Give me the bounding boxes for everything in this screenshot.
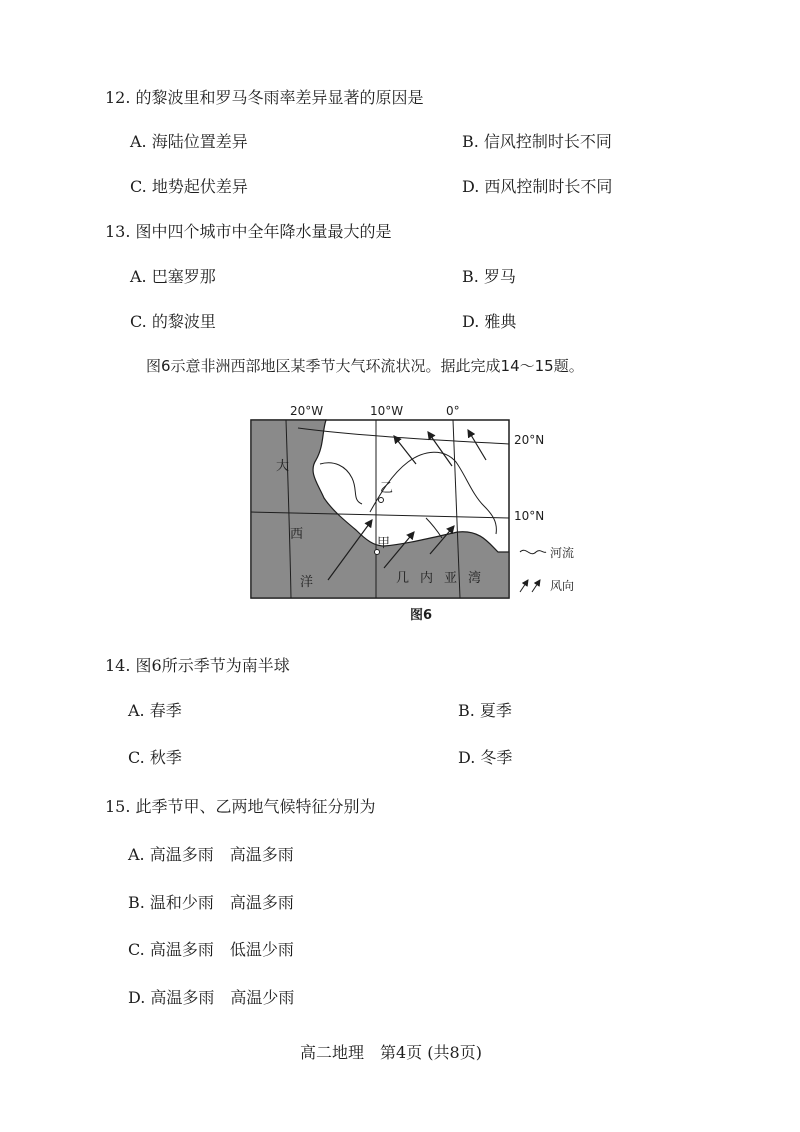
legend-river-label: 河流 [550, 546, 575, 560]
lat-label-20n: 20°N [514, 433, 545, 447]
page-footer: 高二地理 第4页 (共8页) [300, 1043, 482, 1062]
ocean-char-3: 洋 [300, 575, 314, 590]
q12-option-c: C. 地势起伏差异 [130, 177, 248, 196]
q15-stem: 15. 此季节甲、乙两地气候特征分别为 [105, 797, 376, 816]
place-yi-label: 乙 [380, 481, 394, 496]
legend-wind-icon-1 [520, 580, 528, 592]
gulf-char-1: 几 [396, 571, 410, 586]
q14-option-b: B. 夏季 [458, 701, 512, 720]
q12-stem: 12. 的黎波里和罗马冬雨率差异显著的原因是 [105, 88, 424, 107]
q12-option-d: D. 西风控制时长不同 [462, 177, 613, 196]
ocean-char-2: 西 [290, 527, 304, 542]
q14-option-a: A. 春季 [128, 701, 182, 720]
q15-option-b: B. 温和少雨 高温多雨 [128, 893, 294, 912]
q14-option-c: C. 秋季 [128, 748, 182, 767]
q13-option-a: A. 巴塞罗那 [130, 267, 216, 286]
legend-river-icon [520, 550, 546, 553]
place-jia-label: 甲 [377, 536, 391, 551]
west-africa-map [248, 402, 575, 602]
q13-stem: 13. 图中四个城市中全年降水量最大的是 [105, 222, 392, 241]
figure-caption: 图6 [410, 608, 433, 623]
place-yi-dot [379, 498, 384, 503]
q15-option-a: A. 高温多雨 高温多雨 [128, 845, 294, 864]
lon-label-10w: 10°W [370, 404, 404, 418]
q13-option-b: B. 罗马 [462, 267, 516, 286]
lon-label-0: 0° [446, 404, 460, 418]
lat-label-10n: 10°N [514, 509, 545, 523]
q15-option-d: D. 高温多雨 高温少雨 [128, 988, 295, 1007]
lon-label-20w: 20°W [290, 404, 324, 418]
q13-option-c: C. 的黎波里 [130, 312, 216, 331]
q15-option-c: C. 高温多雨 低温少雨 [128, 940, 294, 959]
q14-stem: 14. 图6所示季节为南半球 [105, 656, 290, 675]
gulf-char-4: 湾 [468, 571, 482, 586]
ocean-char-1: 大 [276, 459, 290, 474]
q13-option-d: D. 雅典 [462, 312, 517, 331]
q14-option-d: D. 冬季 [458, 748, 513, 767]
legend-wind-label: 风向 [550, 579, 575, 593]
legend-wind-icon-2 [532, 580, 540, 592]
figure-intro: 图6示意非洲西部地区某季节大气环流状况。据此完成14～15题。 [146, 357, 584, 375]
gulf-char-2: 内 [420, 571, 434, 586]
gulf-char-3: 亚 [444, 571, 458, 586]
q12-option-a: A. 海陆位置差异 [130, 132, 248, 151]
q12-option-b: B. 信风控制时长不同 [462, 132, 612, 151]
